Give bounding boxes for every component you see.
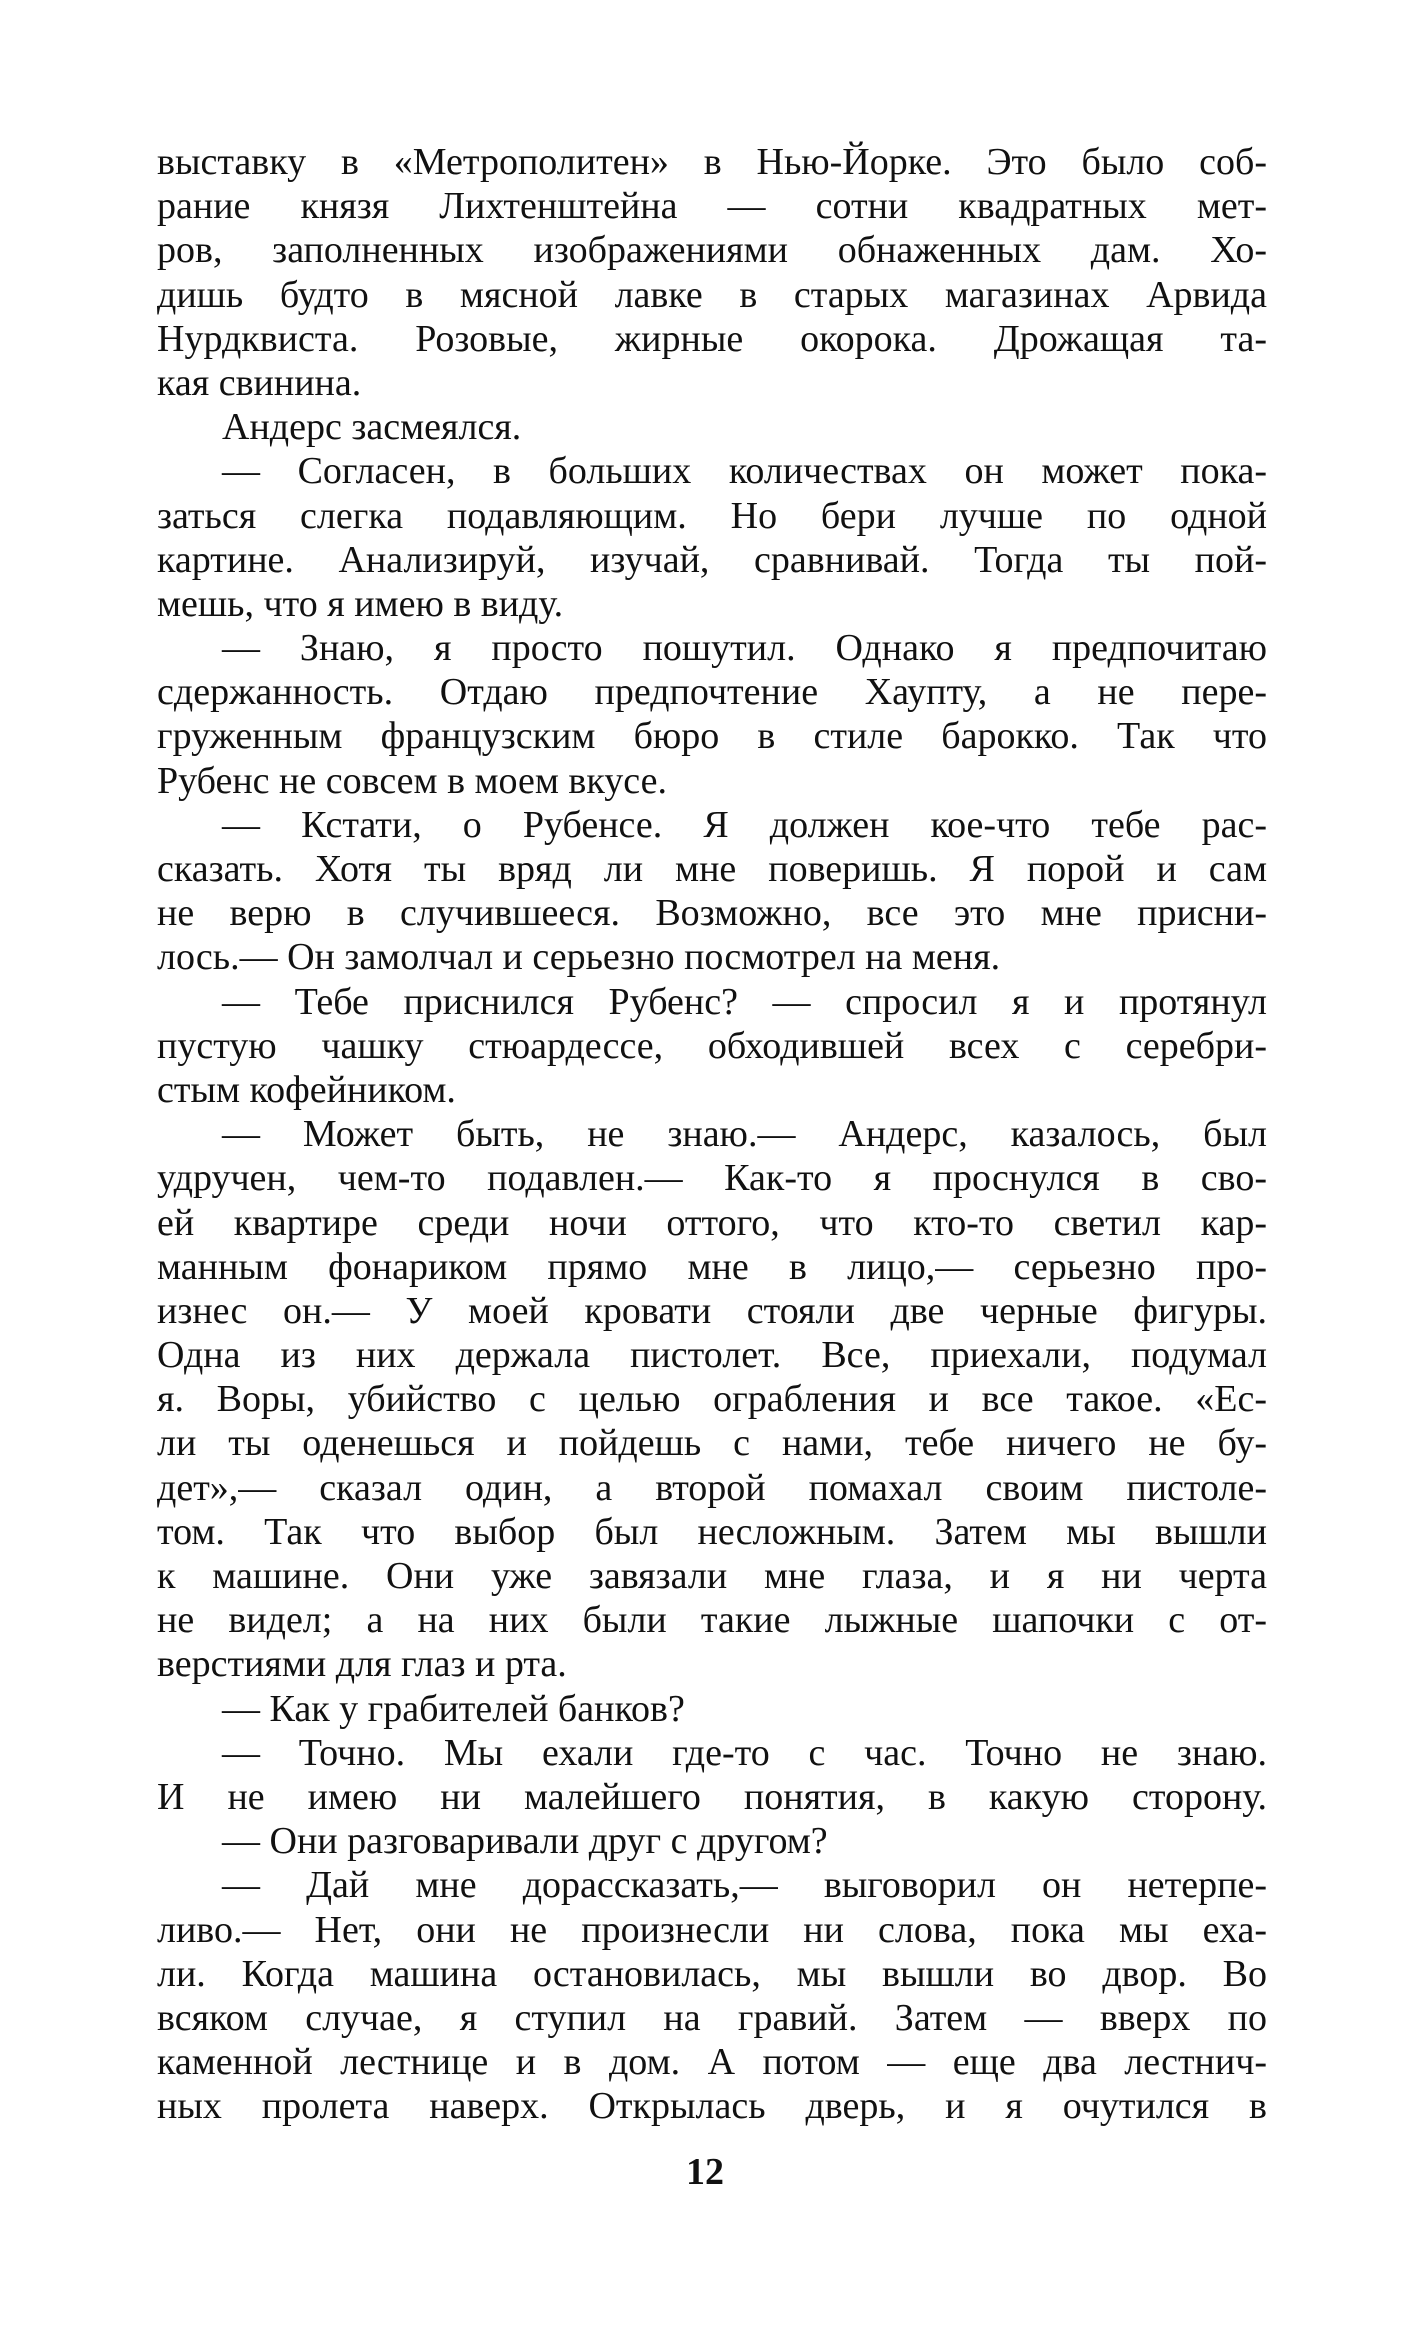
text-line: сдержанность. Отдаю предпочтение Хаупту, а не пере- [157,671,1267,714]
text-line: Рубенс не совсем в моем вкусе. [157,759,667,802]
text-line: — Они разговаривали друг с другом? [222,1820,828,1863]
text-line: сказать. Хотя ты вряд ли мне поверишь. Я порой и сам [157,848,1267,890]
text-line: изнес он.— У моей кровати стояли две черные фигуры. [157,1289,1267,1332]
text-line: не верю в случившееся. Возможно, все это мне присни- [157,892,1267,935]
text-line: дишь будто в мясной лавке в старых магазинах Арвида [157,273,1267,316]
text-line: картине. Анализируй, изучай, сравнивай. Тогда ты пой- [157,538,1267,581]
text-line: ей квартире среди ночи оттого, что кто-то светил кар- [157,1201,1267,1244]
text-line: — Согласен, в больших количествах он может пока- [222,450,1267,493]
text-line: дет»,— сказал один, а второй помахал своим пистоле- [157,1466,1267,1509]
text-line: каменной лестнице и в дом. А потом — еще два лестнич- [157,2041,1267,2084]
text-line: рание князя Лихтенштейна — сотни квадратных мет- [157,185,1267,228]
text-line: Одна из них держала пистолет. Все, приехали, подумал [157,1334,1267,1377]
text-line: груженным французским бюро в стиле барокко. Так что [157,715,1267,758]
text-line: всяком случае, я ступил на гравий. Затем — вверх по [157,1996,1267,2039]
text-line: стым кофейником. [157,1068,456,1111]
text-line: ных пролета наверх. Открылась дверь, и я очутился в [157,2085,1267,2128]
text-line: Нурдквиста. Розовые, жирные окорока. Дрожащая та- [157,317,1267,360]
text-line: к машине. Они уже завязали мне глаза, и я ни черта [157,1555,1267,1597]
text-line: ли ты оденешься и пойдешь с нами, тебе ничего не бу- [157,1422,1267,1465]
text-line: удручен, чем-то подавлен.— Как-то я проснулся в сво- [157,1157,1267,1200]
text-line: кая свинина. [157,361,362,404]
text-line: не видел; а на них были такие лыжные шапочки с от- [157,1599,1267,1642]
text-line: ров, заполненных изображениями обнаженных дам. Хо- [157,229,1267,272]
text-line: лось.— Он замолчал и серьезно посмотрел на меня. [157,936,1001,979]
text-line: я. Воры, убийство с целью ограбления и все такое. «Ес- [157,1378,1267,1421]
text-line: верстиями для глаз и рта. [157,1643,567,1686]
text-line: том. Так что выбор был несложным. Затем мы вышли [157,1510,1267,1553]
text-line: заться слегка подавляющим. Но бери лучше по одной [157,494,1267,537]
text-line: — Дай мне дорассказать,— выговорил он нетерпе- [222,1864,1267,1907]
text-line: — Точно. Мы ехали где-то с час. Точно не знаю. [222,1731,1267,1774]
page-text [157,140,1267,2128]
text-line: — Может быть, не знаю.— Андерс, казалось, был [222,1113,1267,1156]
text-line: ли. Когда машина остановилась, мы вышли во двор. Во [157,1952,1267,1995]
text-line: — Тебе приснился Рубенс? — спросил я и протянул [222,980,1267,1023]
text-line: — Знаю, я просто пошутил. Однако я предпочитаю [222,627,1267,670]
text-line: Андерс засмеялся. [222,406,522,449]
text-line: пустую чашку стюардессе, обходившей всех с серебри- [157,1024,1267,1067]
text-line: И не имею ни малейшего понятия, в какую сторону. [157,1775,1267,1818]
page-number: 12 [686,2151,724,2193]
text-line: манным фонариком прямо мне в лицо,— серьезно про- [157,1245,1267,1288]
text-line: ливо.— Нет, они не произнесли ни слова, пока мы еха- [157,1908,1267,1951]
text-line: — Кстати, о Рубенсе. Я должен кое-что тебе рас- [222,803,1267,846]
text-line: мешь, что я имею в виду. [157,582,564,625]
text-line: выставку в «Метрополитен» в Нью-Йорке. Это было соб- [157,141,1267,183]
text-line: — Как у грабителей банков? [222,1687,685,1730]
